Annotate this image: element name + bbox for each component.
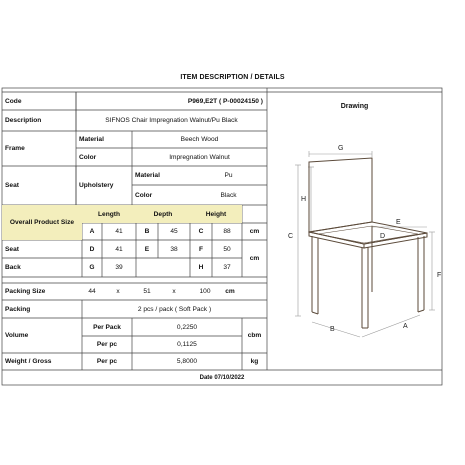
document-title: ITEM DESCRIPTION / DETAILS	[180, 74, 285, 81]
seat-material-label: Material	[135, 172, 160, 179]
dim-e-key: E	[144, 245, 150, 253]
packing-label: Packing	[5, 305, 31, 313]
drawing-label-d: D	[380, 233, 386, 240]
drawing-label-h: H	[301, 196, 307, 203]
code-label: Code	[5, 97, 22, 105]
frame-color-label: Color	[79, 153, 97, 161]
dim-b-value: 45	[170, 228, 178, 235]
dim-d-value: 41	[115, 245, 123, 253]
weight-unit: kg	[250, 358, 259, 365]
weight-value: 5,8000	[176, 358, 198, 365]
seat-color-label: Color	[135, 191, 153, 199]
packing-size-label: Packing Size	[5, 288, 46, 295]
weight-label: Weight / Gross	[5, 358, 52, 365]
dim-c-key: C	[198, 228, 204, 235]
frame-material-label: Material	[79, 136, 104, 143]
dim-c-value: 88	[223, 228, 231, 235]
seat-upholstery-label: Upholstery	[79, 182, 114, 189]
description-value: SIFNOS Chair Impregnation Walnut/Pu Black	[105, 117, 238, 124]
drawing-label-f: F	[437, 272, 442, 279]
length-header: Length	[82, 205, 136, 223]
seat-material-value: Pu	[224, 172, 233, 179]
overall-unit: cm	[249, 228, 260, 235]
drawing-title: Drawing	[340, 102, 369, 110]
description-label: Description	[5, 117, 42, 124]
packing-height: 100	[199, 288, 211, 295]
volume-unit: cbm	[247, 332, 262, 339]
seat-color-value: Black	[220, 191, 237, 199]
packing-x1: x	[116, 288, 120, 295]
document-date: Date 07/10/2022	[199, 374, 245, 381]
volume-label: Volume	[5, 332, 29, 339]
packing-length: 44	[88, 288, 96, 295]
side-unit: cm	[249, 255, 260, 262]
dim-f-value: 50	[223, 245, 231, 253]
code-value: P969,E2T ( P-00024150 )	[187, 97, 263, 105]
depth-header: Depth	[136, 205, 190, 223]
seat-dims-label: Seat	[5, 245, 19, 253]
drawing-label-e: E	[396, 219, 401, 226]
dim-a-key: A	[89, 228, 95, 235]
seat-label: Seat	[5, 182, 19, 189]
volume-per-pc-value: 0,1125	[177, 341, 197, 348]
dim-h-key: H	[198, 264, 204, 271]
packing-width: 51	[143, 288, 151, 295]
dim-h-value: 37	[223, 264, 231, 271]
dim-e-value: 38	[170, 245, 178, 253]
dim-f-key: F	[198, 245, 204, 253]
overall-size-label: Overall Product Size	[2, 205, 82, 240]
drawing-label-c: C	[288, 233, 294, 240]
drawing-label-g: G	[338, 145, 344, 152]
back-dims-label: Back	[5, 264, 21, 271]
dim-d-key: D	[89, 245, 95, 253]
packing-x2: x	[172, 288, 176, 295]
frame-label: Frame	[5, 145, 25, 152]
volume-per-pack-label: Per Pack	[93, 323, 121, 331]
drawing-label-a: A	[403, 323, 408, 330]
dim-a-value: 41	[115, 228, 123, 235]
drawing-label-b: B	[330, 326, 335, 333]
volume-per-pack-value: 0,2250	[176, 323, 198, 331]
dim-b-key: B	[144, 228, 150, 235]
packing-size-unit: cm	[225, 288, 235, 295]
dim-g-key: G	[89, 264, 95, 271]
weight-per-pc-label: Per pc	[96, 358, 118, 365]
dim-g-value: 39	[115, 264, 123, 271]
height-header: Height	[190, 205, 242, 223]
frame-color-value: Impregnation Walnut	[169, 153, 230, 161]
frame-material-value: Beech Wood	[180, 136, 219, 143]
chair-drawing	[270, 92, 440, 367]
volume-per-pc-label: Per pc	[96, 341, 118, 348]
packing-value: 2 pcs / pack ( Soft Pack )	[137, 305, 212, 313]
